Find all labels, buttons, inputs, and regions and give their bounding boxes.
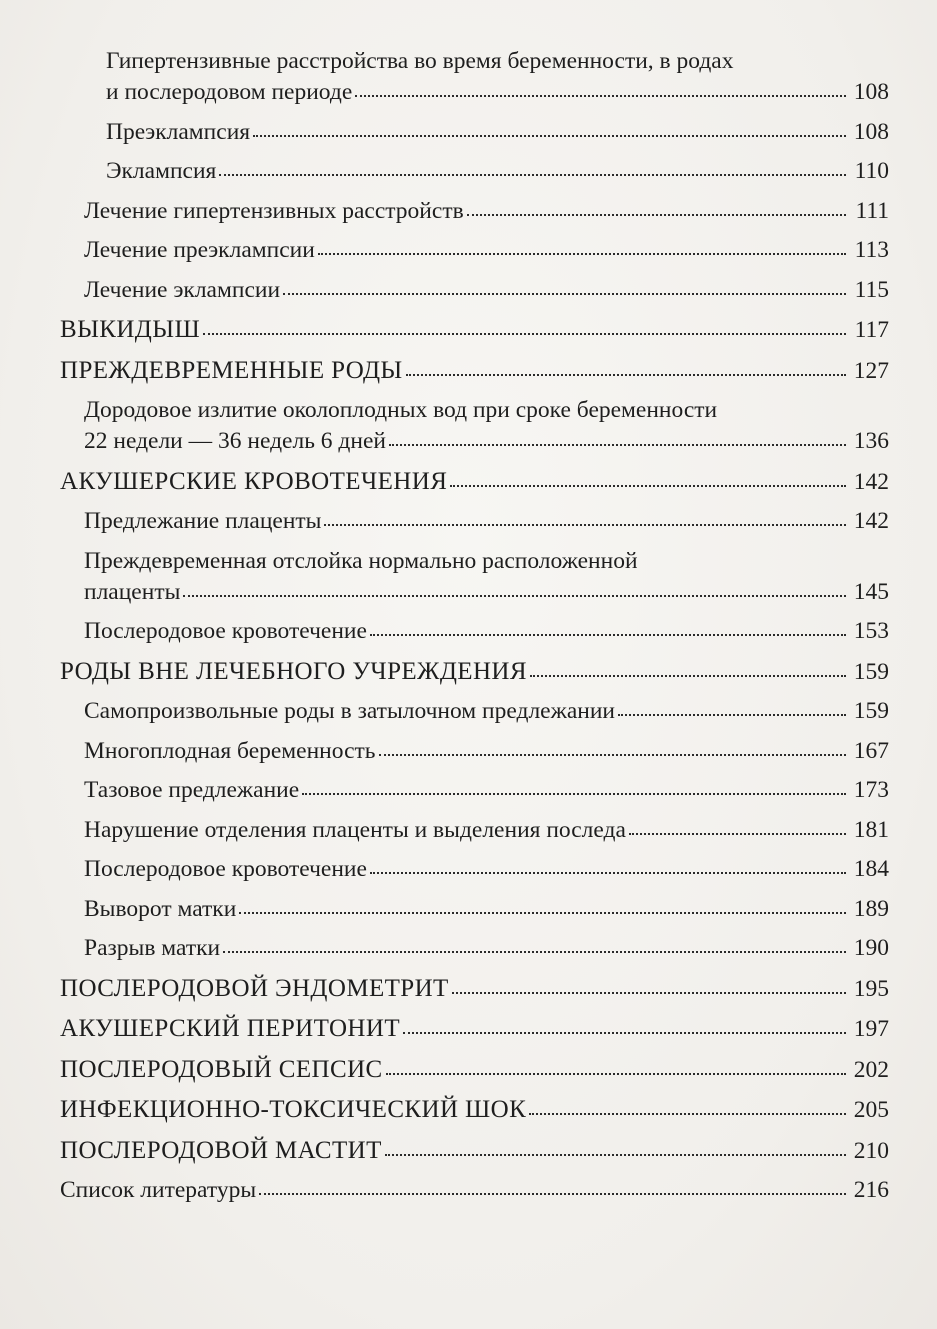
toc-entry-title: Список литературы [60,1177,257,1203]
toc-entry-page-number: 108 [853,118,889,145]
toc-entry [0,1094,937,1126]
dot-leader [529,1107,846,1115]
toc-entry-leader-row [106,117,937,148]
toc-entry [0,46,937,108]
toc-entry [0,854,937,885]
toc-entry-page-number: 205 [853,1097,889,1123]
dot-leader [302,787,846,795]
toc-entry-title-line: Дородовое излитие околоплодных вод при сроке беременности [84,397,718,423]
toc-entry-title: ПОСЛЕРОДОВЫЙ СЕПСИС [60,1055,383,1083]
toc-entry-page-number: 127 [853,357,889,384]
toc-entry-leader-row [84,696,937,727]
toc-entry [0,973,937,1005]
toc-entry-page-number: 153 [853,618,889,644]
dot-leader [403,1026,846,1034]
toc-entry-leader-row [84,616,937,647]
dot-leader [530,669,846,677]
toc-entry [0,696,937,727]
toc-entry-title: ИНФЕКЦИОННО-ТОКСИЧЕСКИЙ ШОК [60,1096,527,1123]
toc-entry-leader-row [60,314,937,346]
toc-entry-title: Эклампсия [106,158,217,184]
toc-entry-title-line: Гипертензивные расстройства во время беременности, в родах [106,48,734,74]
dot-leader [467,208,846,216]
table-of-contents [0,46,937,1206]
toc-entry-page-number: 210 [853,1137,889,1164]
toc-entry-title: Послеродовое кровотечение [84,618,367,644]
toc-entry-title: Лечение преэклампсии [84,237,315,263]
toc-entry-leader-row [60,1094,937,1126]
toc-entry [0,1054,937,1086]
toc-entry-title: и послеродовом периоде [106,79,353,105]
dot-leader [385,1148,846,1156]
toc-entry-leader-row [84,933,937,964]
dot-leader [450,479,846,487]
toc-entry-title: Разрыв матки [84,935,221,961]
toc-entry-leader-row [84,275,937,306]
toc-entry-leader-row [60,355,937,387]
dot-leader [379,748,846,756]
toc-entry [0,546,937,608]
toc-entry [0,933,937,964]
toc-entry-title-line: Преждевременная отслойка нормально расположенной [84,547,638,574]
toc-entry-page-number: 117 [854,317,889,343]
toc-entry-title: Многоплодная беременность [84,737,376,764]
toc-entry-page-number: 202 [853,1056,889,1083]
toc-entry-page-number: 173 [853,777,889,803]
toc-entry-title: Выворот матки [84,895,237,922]
toc-entry-page-number: 110 [854,158,889,184]
toc-entry-page-number: 189 [853,895,889,922]
toc-entry [0,815,937,846]
dot-leader [219,168,846,176]
toc-entry [0,506,937,537]
toc-entry [0,1013,937,1045]
toc-entry-page-number: 190 [853,935,889,961]
toc-entry-leader-row [60,1054,937,1086]
toc-entry [0,775,937,806]
toc-entry-page-number: 145 [853,578,889,605]
toc-entry-leader-row [84,775,937,806]
toc-entry [0,616,937,647]
toc-entry-title: АКУШЕРСКИЕ КРОВОТЕЧЕНИЯ [60,467,448,495]
toc-entry-title: ВЫКИДЫШ [60,316,201,343]
toc-entry [0,1175,937,1206]
dot-leader [183,589,846,597]
toc-entry-title: Лечение гипертензивных расстройств [84,197,464,224]
toc-entry [0,196,937,227]
toc-entry-leader-row [84,815,937,846]
toc-entry-page-number: 167 [853,737,889,764]
toc-entry-page-number: 108 [853,79,889,105]
toc-entry-page-number: 159 [853,698,889,724]
toc-entry-title: ПОСЛЕРОДОВОЙ ЭНДОМЕТРИТ [60,974,449,1002]
toc-entry-title: Предлежание плаценты [84,508,322,534]
toc-entry-title: Преэклампсия [106,118,251,145]
toc-entry-page-number: 142 [853,508,889,534]
toc-entry [0,355,937,387]
toc-entry-leader-row [60,656,937,688]
toc-entry-leader-row [60,1013,937,1045]
dot-leader [629,827,846,835]
dot-leader [618,708,846,716]
toc-entry-title: АКУШЕРСКИЙ ПЕРИТОНИТ [60,1015,400,1042]
toc-entry-leader-row [84,894,937,925]
toc-entry [0,1135,937,1167]
toc-entry [0,736,937,767]
dot-leader [324,518,846,526]
toc-entry [0,156,937,187]
toc-entry-page-number: 142 [853,468,889,495]
toc-entry [0,395,937,457]
dot-leader [452,986,846,994]
toc-entry [0,656,937,688]
dot-leader [203,327,846,335]
toc-entry-leader-row [60,1175,937,1206]
dot-leader [223,945,846,953]
toc-entry-leader-row [106,77,937,108]
dot-leader [370,628,846,636]
toc-entry-leader-row [60,973,937,1005]
toc-entry-page-number: 184 [853,856,889,882]
toc-entry-leader-row [84,577,937,608]
toc-entry-page-number: 197 [853,1016,889,1042]
toc-entry-leader-row [60,466,937,498]
toc-entry-leader-row [84,736,937,767]
toc-entry [0,314,937,346]
toc-entry-page-number: 159 [853,658,889,685]
dot-leader [386,1067,846,1075]
dot-leader [355,89,846,97]
toc-entry-leader-row [84,235,937,266]
toc-entry-page-number: 111 [855,197,889,224]
dot-leader [406,368,846,376]
toc-entry-title: Тазовое предлежание [84,777,300,803]
toc-entry-title: 22 недели — 36 недель 6 дней [84,428,386,454]
toc-entry-title: Самопроизвольные роды в затылочном предлежании [84,698,615,724]
toc-entry-title: плаценты [84,578,181,605]
toc-entry [0,117,937,148]
toc-entry-page-number: 181 [853,816,889,843]
toc-entry-page-number: 195 [853,975,889,1002]
toc-entry-title: ПОСЛЕРОДОВОЙ МАСТИТ [60,1136,382,1164]
toc-entry-title: Послеродовое кровотечение [84,856,367,882]
toc-entry-page-number: 216 [853,1177,889,1203]
toc-entry-leader-row [60,1135,937,1167]
toc-entry-title: ПРЕЖДЕВРЕМЕННЫЕ РОДЫ [60,356,403,384]
toc-entry-leader-row [84,196,937,227]
toc-entry-title: Лечение эклампсии [84,276,281,303]
dot-leader [389,438,846,446]
toc-entry [0,466,937,498]
toc-entry-title: Нарушение отделения плаценты и выделения последа [84,816,626,843]
toc-entry-page-number: 136 [853,428,889,454]
toc-entry-page-number: 115 [854,276,889,303]
toc-entry-leader-row [84,426,937,457]
dot-leader [259,1187,846,1195]
toc-entry-page-number: 113 [854,237,889,263]
toc-entry-leader-row [84,506,937,537]
toc-entry-leader-row [84,854,937,885]
toc-entry [0,275,937,306]
dot-leader [253,129,846,137]
toc-entry [0,894,937,925]
toc-entry [0,235,937,266]
dot-leader [239,906,846,914]
dot-leader [370,866,846,874]
toc-entry-title: РОДЫ ВНЕ ЛЕЧЕБНОГО УЧРЕЖДЕНИЯ [60,657,527,685]
dot-leader [318,247,846,255]
dot-leader [283,287,846,295]
toc-entry-leader-row [106,156,937,187]
